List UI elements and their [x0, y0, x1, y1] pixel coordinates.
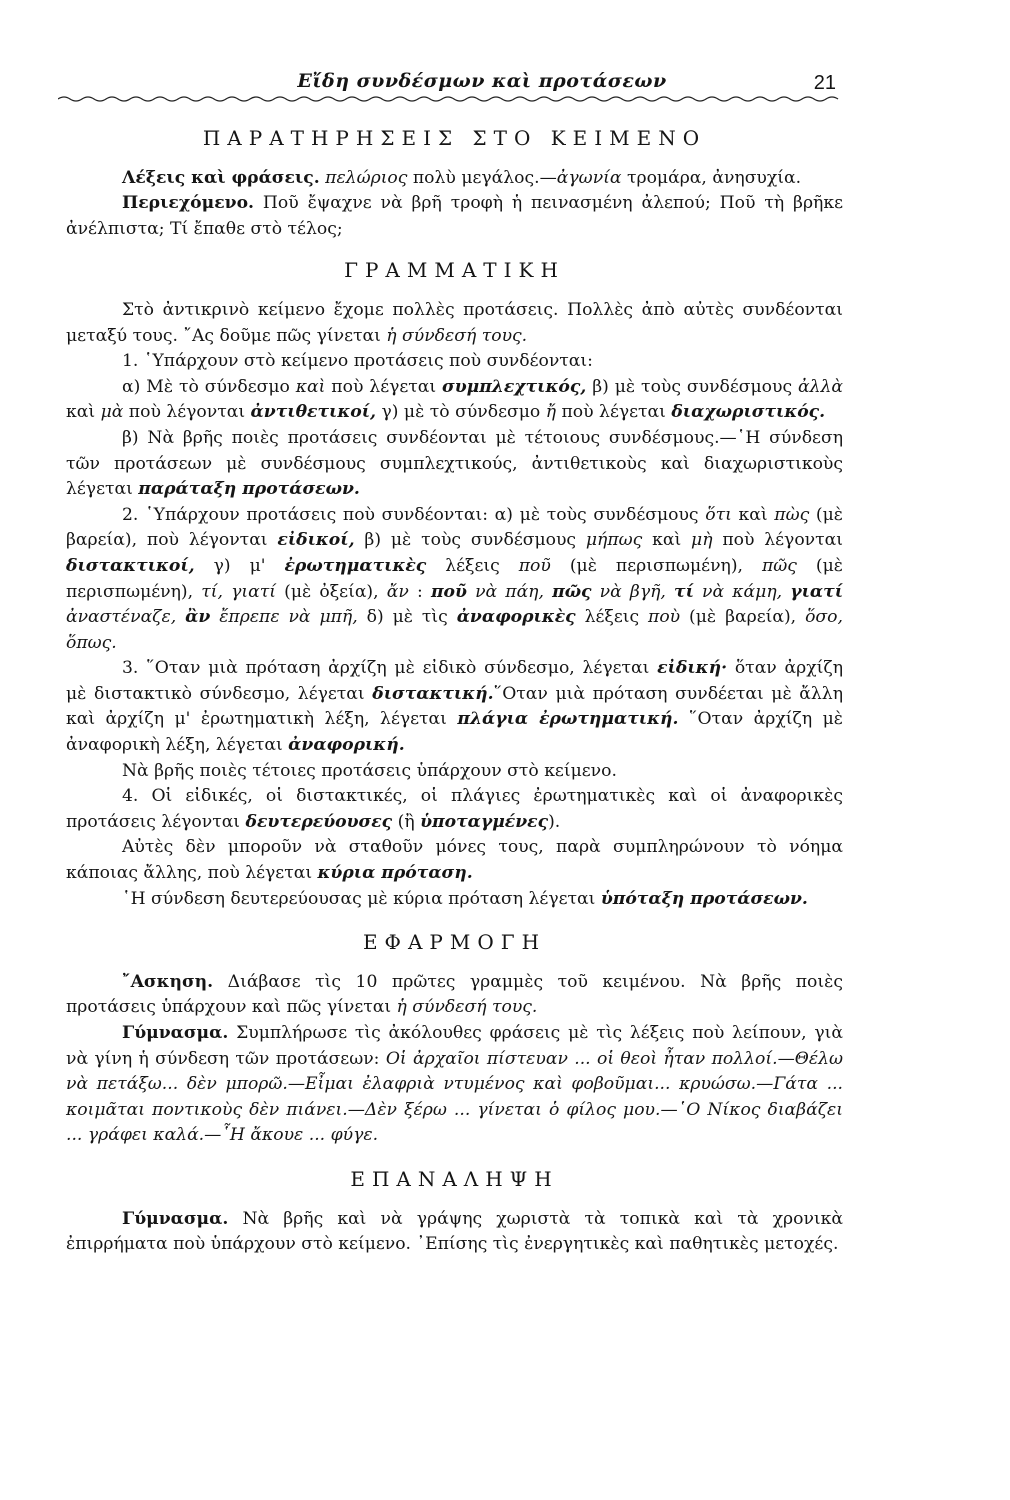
page-number: 21: [813, 72, 836, 94]
text: :: [408, 581, 431, 602]
text: ὅταν ἀρχίζη μὲ διστακτικὸ σύνδεσμο, λέγεται: [66, 658, 843, 704]
askisi-paragraph: [66, 970, 843, 1021]
example-text: νὰ πάη,: [466, 581, 553, 602]
term-mipos: μήπως: [585, 530, 643, 551]
text: 4. Οἱ εἰδικές, οἱ διστακτικές, οἱ πλάγιες ἐρωτηματικὲς καὶ οἱ ἀναφορικὲς προτάσεις λέγονται: [66, 786, 843, 832]
grammar-point-1b: [66, 426, 843, 503]
text: (μὲ περισπωμένη),: [550, 555, 762, 576]
grammar-point-2: [66, 503, 843, 657]
wavy-rule-line: [58, 97, 838, 101]
gymnasma-label: Γύμνασμα.: [122, 1023, 229, 1043]
example-text: νὰ κάμη,: [693, 581, 791, 602]
text: (μὲ ὀξεία),: [275, 581, 387, 602]
term-erotimatikes: ἐρωτηματικὲς: [284, 555, 427, 576]
term-symplektikos: συμπλεχτικός,: [442, 376, 587, 397]
text: Συμπλήρωσε τὶς ἀκόλουθες φράσεις μὲ τὶς λέξεις ποὺ λείπουν, γιὰ νὰ γίνη ἡ σύνδεση τῶν προτάσεων:: [66, 1023, 843, 1069]
example-keyword: γιατί: [790, 581, 844, 602]
lexeis-word-2: ἀγωνία: [556, 167, 622, 188]
review-gymnasma-label: Γύμνασμα.: [122, 1208, 229, 1229]
grammar-point-3: [66, 656, 843, 758]
term-oti: ὅτι: [705, 504, 732, 525]
term-mi: μὴ: [691, 530, 713, 551]
term-pou-vareia: ποὺ: [648, 607, 681, 628]
review-gymnasma-paragraph: [66, 1207, 843, 1258]
text: ῞Οταν ἀρχίζη μὲ ἀναφορικὴ λέξη, λέγεται: [66, 709, 843, 756]
text: 3. ῞Οταν μιὰ πρόταση ἀρχίζη μὲ εἰδικὸ σύνδεσμο, λέγεται: [122, 658, 658, 679]
text: ῞Οταν μιὰ πρόταση συνδέεται μὲ ἄλλη καὶ ἀρχίζη μ' ἐρωτηματικὴ λέξη, λέγεται: [66, 683, 843, 730]
term-ma: μὰ: [100, 402, 124, 423]
review-gymnasma-text: Νὰ βρῆς καὶ νὰ γράψης χωριστὰ τὰ τοπικὰ καὶ τὰ χρονικὰ ἐπιρρήματα ποὺ ὑπάρχουν στὸ κείμενο. ᾿Επίσης τὶς ἐνεργητικὲς καὶ παθητικὲς μετοχές.: [66, 1208, 843, 1255]
grammar-heading: ΓΡΑΜΜΑΤΙΚΗ: [344, 258, 565, 283]
example-keyword: τί: [674, 581, 694, 602]
text: ῾Η σύνδεση δευτερεύουσας μὲ κύρια πρόταση λέγεται: [122, 888, 601, 909]
running-title: Εἴδη συνδέσμων καὶ προτάσεων: [297, 70, 667, 92]
text: (μὲ βαρεία),: [680, 607, 806, 628]
periexomeno-text: Ποῦ ἔψαχνε νὰ βρῆ τροφὴ ἡ πεινασμένη ἀλεπού; Ποῦ τὴ βρῆκε ἀνέλπιστα; Τί ἔπαθε στὸ τέλος;: [66, 193, 843, 239]
example-text: ἔπρεπε νὰ μπῆ,: [210, 607, 358, 628]
text: ποὺ λέγονται: [123, 402, 251, 423]
application-heading: ΕΦΑΡΜΟΓΗ: [362, 930, 547, 955]
text: καὶ: [731, 504, 775, 525]
text: (μὲ βαρεία), ποὺ λέγονται: [66, 504, 844, 551]
lexeis-def-1: πολὺ μεγάλος.—: [407, 167, 557, 188]
term-anaforikes: ἀναφορικὲς: [456, 607, 576, 628]
example-text: ἀναστέναζε,: [66, 607, 186, 628]
page-content: [66, 126, 843, 1258]
lexeis-label: Λέξεις καὶ φράσεις.: [122, 167, 320, 188]
gymnasma-examples: Οἱ ἀρχαῖοι πίστευαν ... οἱ θεοὶ ἦταν πολλοί.—Θέλω νὰ πετάξω... δὲν μπορῶ.—Εἶμαι ἐλαφριὰ ντυμένος καὶ φοβοῦμαι... κρυώσω.—Γάτα ... κοιμᾶται ποντικοὺς δὲν πιάνει.—Δὲν ξέρω ... γίνεται ὁ φίλος μου.—῾Ο Νίκος διαβάζει ... γράφει καλά.—῟Η ἄκουε ... φύγε.: [66, 1048, 843, 1146]
periexomeno-label: Περιεχόμενο.: [122, 193, 255, 214]
text: 2. ῾Υπάρχουν προτάσεις ποὺ συνδέονται: α) μὲ τοὺς συνδέσμους: [122, 504, 706, 525]
text: Αὐτὲς δὲν μποροῦν νὰ σταθοῦν μόνες τους, παρὰ συμπληρώνουν τὸ νόημα κάποιας ἄλλης, ποὺ λέγεται: [66, 837, 843, 884]
remarks-heading: ΠΑΡΑΤΗΡΗΣΕΙΣ ΣΤΟ ΚΕΙΜΕΝΟ: [202, 126, 707, 150]
text-italic: ἡ σύνδεσή τους.: [396, 997, 538, 1018]
term-an: ἄν: [386, 581, 409, 602]
text: λέξεις: [575, 607, 649, 628]
term-parataxi: παράταξη προτάσεων.: [138, 479, 360, 500]
example-keyword: πῶς: [552, 581, 592, 602]
text: καὶ: [642, 530, 692, 551]
grammar-intro-italic: ἡ σύνδεσή τους.: [386, 325, 528, 346]
text: (ἢ: [392, 811, 421, 832]
term-eidikoi: εἰδικοί,: [277, 530, 355, 551]
text: α) Μὲ τὸ σύνδεσμο: [122, 376, 296, 397]
term-i: ἤ: [545, 402, 557, 423]
text: (μὲ περισπωμένη),: [66, 555, 843, 602]
grammar-point-3-find: Νὰ βρῆς ποιὲς τέτοιες προτάσεις ὑπάρχουν στὸ κείμενο.: [122, 760, 617, 781]
term-kai: καὶ: [295, 376, 326, 397]
lexeis-paragraph: [66, 166, 843, 192]
grammar-point-1a: [66, 375, 843, 426]
term-eidiki: εἰδική·: [657, 658, 728, 679]
text: λέξεις: [426, 555, 519, 576]
example-text: νὰ βγῆ,: [591, 581, 675, 602]
term-deutereuouses: δευτερεύουσες: [245, 811, 393, 832]
example-keyword: ἂν: [185, 607, 211, 628]
term-kyria-protasi: κύρια πρόταση.: [317, 863, 473, 884]
text: ποὺ λέγεται: [556, 402, 672, 423]
term-ypotagmenes: ὑποταγμένες: [420, 811, 549, 832]
grammar-intro: [66, 298, 843, 349]
review-heading: ΕΠΑΝΑΛΗΨΗ: [350, 1166, 559, 1191]
term-alla: ἀλλὰ: [798, 376, 844, 397]
example-keyword: ποῦ: [430, 581, 467, 602]
text: β) μὲ τοὺς συνδέσμους: [354, 530, 586, 551]
term-pou: ποῦ: [518, 555, 551, 576]
text: γ) μ': [194, 555, 285, 576]
text: ποὺ λέγονται: [712, 530, 843, 551]
gymnasma-paragraph: [66, 1021, 843, 1149]
term-diachoristikos: διαχωριστικός.: [671, 402, 826, 423]
text: Διάβασε τὶς 10 πρῶτες γραμμὲς τοῦ κειμένου. Νὰ βρῆς ποιὲς προτάσεις ὑπάρχουν καὶ πῶς γίνεται: [66, 971, 843, 1018]
term-ypotaxi: ὑπόταξη προτάσεων.: [600, 888, 808, 909]
lexeis-word-1: πελώριος: [325, 167, 408, 188]
grammar-intro-text: Στὸ ἀντικρινὸ κείμενο ἔχομε πολλὲς προτάσεις. Πολλὲς ἀπὸ αὐτὲς συνδέονται μεταξύ τους. ῎Ας δοῦμε πῶς γίνεται: [66, 299, 843, 346]
grammar-point-4b: [66, 835, 843, 886]
lexeis-def-2: τρομάρα, ἀνησυχία.: [621, 167, 802, 188]
term-anaforiki: ἀναφορική.: [288, 735, 405, 756]
term-ti-giati: τί, γιατί: [201, 581, 276, 602]
text: β) Νὰ βρῆς ποιὲς προτάσεις συνδέονται μὲ τέτοιους συνδέσμους.—῾Η σύνδεση τῶν προτάσεων μὲ συνδέσμους συμπλεχτικούς, ἀντιθετικοὺς καὶ διαχωριστικοὺς λέγεται: [66, 427, 843, 500]
text: καὶ: [66, 402, 101, 423]
term-plagia-erotimatiki: πλάγια ἐρωτηματική.: [457, 709, 679, 730]
text: γ) μὲ τὸ σύνδεσμο: [376, 402, 546, 423]
text: ποὺ λέγεται: [325, 376, 443, 397]
term-distaktiki: διστακτική.: [372, 683, 494, 704]
term-pos: πὼς: [774, 504, 810, 525]
grammar-point-4c: [66, 887, 843, 913]
term-distaktikoi: διστακτικοί,: [66, 555, 195, 576]
grammar-point-4: [66, 784, 843, 835]
grammar-point-1-lead: 1. ῾Υπάρχουν στὸ κείμενο προτάσεις ποὺ συνδέονται:: [122, 351, 593, 372]
askisi-label: ῎Ασκηση.: [122, 971, 214, 992]
text: δ) μὲ τὶς: [357, 607, 457, 628]
term-pos-perispomeni: πῶς: [761, 555, 797, 576]
term-antithetikoi: ἀντιθετικοί,: [250, 402, 377, 423]
text: ).: [548, 811, 561, 832]
periexomeno-paragraph: [66, 191, 843, 242]
text: β) μὲ τοὺς συνδέσμους: [586, 376, 799, 397]
term-oso-opos: ὅσο, ὅπως.: [66, 607, 843, 653]
wavy-rule: [58, 94, 848, 104]
